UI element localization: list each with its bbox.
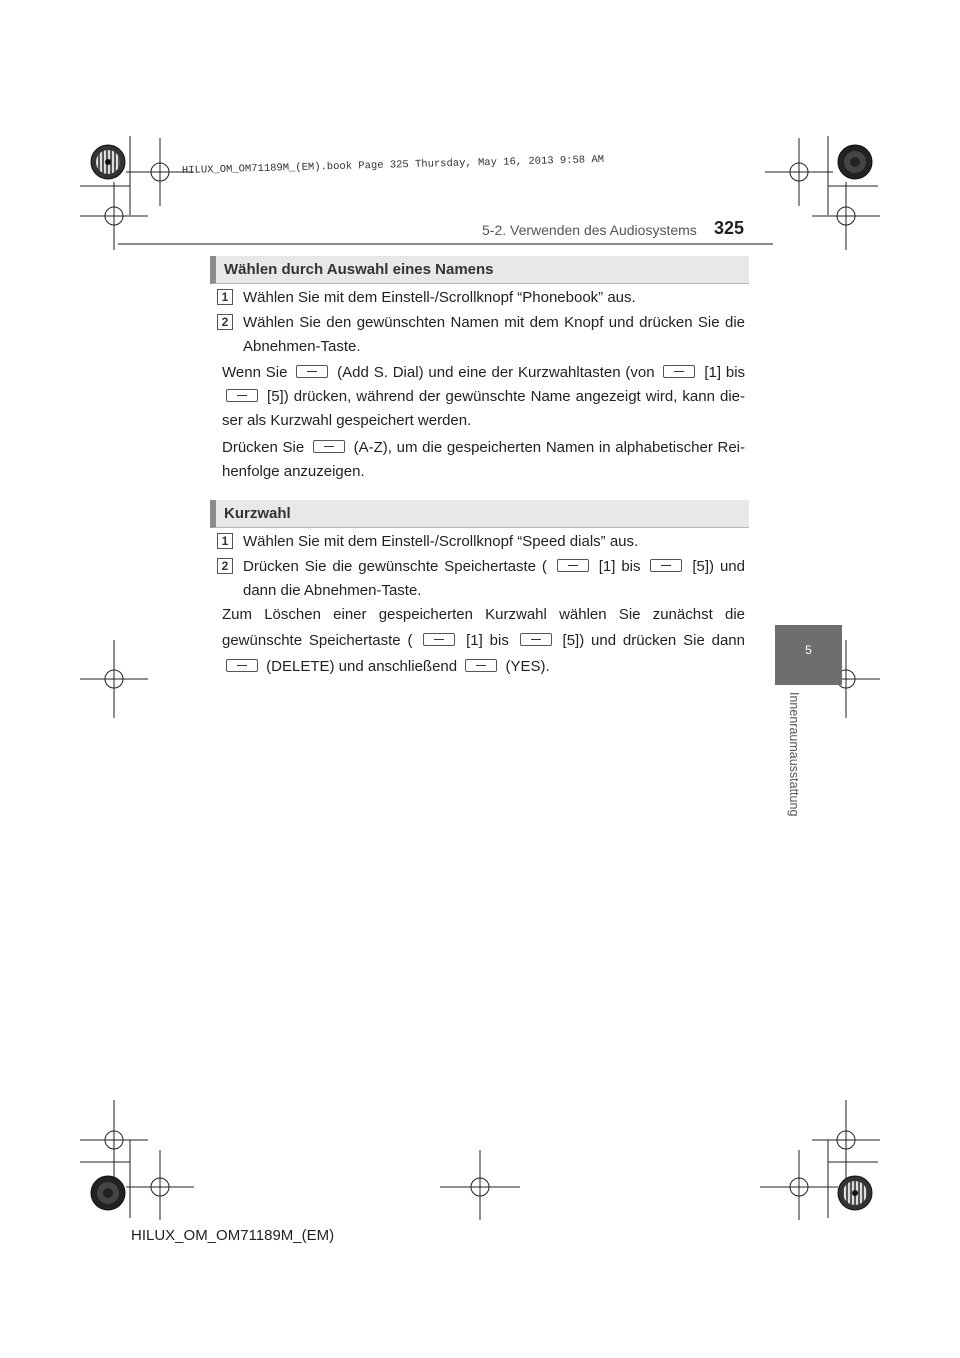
- button-icon: [226, 659, 258, 672]
- step-number: 1: [217, 533, 233, 549]
- starburst-bottom-right: [838, 1176, 872, 1210]
- section-title: Wählen durch Auswahl eines Namens: [224, 261, 494, 278]
- button-icon: [465, 659, 497, 672]
- button-icon: [423, 633, 455, 646]
- crosshair-bottom-center: [440, 1150, 520, 1220]
- step-text: Wählen Sie mit dem Einstell-/Scrollknopf “Phonebook” aus.: [243, 289, 636, 306]
- paragraph-delete-speed-dial: Zum Löschen einer gespeicherten Kurzwahl wählen Sie zunächst die gewünschte Speichertaste ( [1] bis [5]) und drücken Sie dann (DELETE) und anschließend (YES).: [222, 606, 745, 675]
- crosshair-bottom-left-b: [126, 1150, 194, 1220]
- button-icon: [296, 365, 328, 378]
- crosshair-bottom-right-b: [812, 1100, 880, 1180]
- step-text: Wählen Sie den gewünschten Namen mit dem Knopf und drücken Sie die Abnehmen-Taste.: [243, 314, 745, 355]
- starburst-top-left: [91, 145, 125, 179]
- footer-document-code: HILUX_OM_OM71189M_(EM): [131, 1227, 335, 1244]
- button-icon: [557, 559, 589, 572]
- page-number: 325: [714, 218, 745, 238]
- chapter-tab: [775, 625, 842, 685]
- button-icon: [226, 389, 258, 402]
- crosshair-top-right-a: [765, 138, 833, 206]
- crosshair-mid-left: [80, 640, 148, 718]
- button-icon: [650, 559, 682, 572]
- step-number: 2: [217, 314, 233, 330]
- button-icon: [313, 440, 345, 453]
- running-section-title: 5-2. Verwenden des Audiosystems: [482, 222, 697, 238]
- step-text: Drücken Sie die gewünschte Speichertaste ( [1] bis [5]) und dann die Abnehmen-Taste.: [243, 558, 745, 599]
- crosshair-top-left: [80, 182, 148, 250]
- chapter-number: 5: [805, 643, 812, 657]
- step-text: Wählen Sie mit dem Einstell-/Scrollknopf “Speed dials” aus.: [243, 533, 639, 550]
- step-number: 2: [217, 558, 233, 574]
- crosshair-bottom-left-a: [80, 1100, 148, 1180]
- button-icon: [663, 365, 695, 378]
- file-stamp: HILUX_OM_OM71189M_(EM).book Page 325 Thursday, May 16, 2013 9:58 AM: [181, 153, 605, 177]
- section-header-name-selection: [210, 256, 749, 284]
- paragraph-add-speed-dial: Wenn Sie (Add S. Dial) und eine der Kurzwahltasten (von [1] bis [5]) drücken, während der gewünschte Name angezeigt wird, kann die-ser als Kurzwahl gespeichert werden.: [222, 364, 746, 429]
- paragraph-a-z: Drücken Sie (A-Z), um die gespeicherten Namen in alphabetischer Rei-henfolge anzuzeigen.: [222, 439, 746, 480]
- header-rule: [118, 243, 773, 245]
- chapter-label: Innenraumausstattung: [787, 692, 801, 817]
- section-title: Kurzwahl: [224, 505, 291, 522]
- crosshair-bottom-right-a: [760, 1150, 838, 1220]
- starburst-bottom-left: [91, 1176, 125, 1210]
- step-number: 1: [217, 289, 233, 305]
- crosshair-top-right-b: [812, 182, 880, 250]
- section-header-speed-dial: [210, 500, 749, 528]
- starburst-top-right: [838, 145, 872, 179]
- button-icon: [520, 633, 552, 646]
